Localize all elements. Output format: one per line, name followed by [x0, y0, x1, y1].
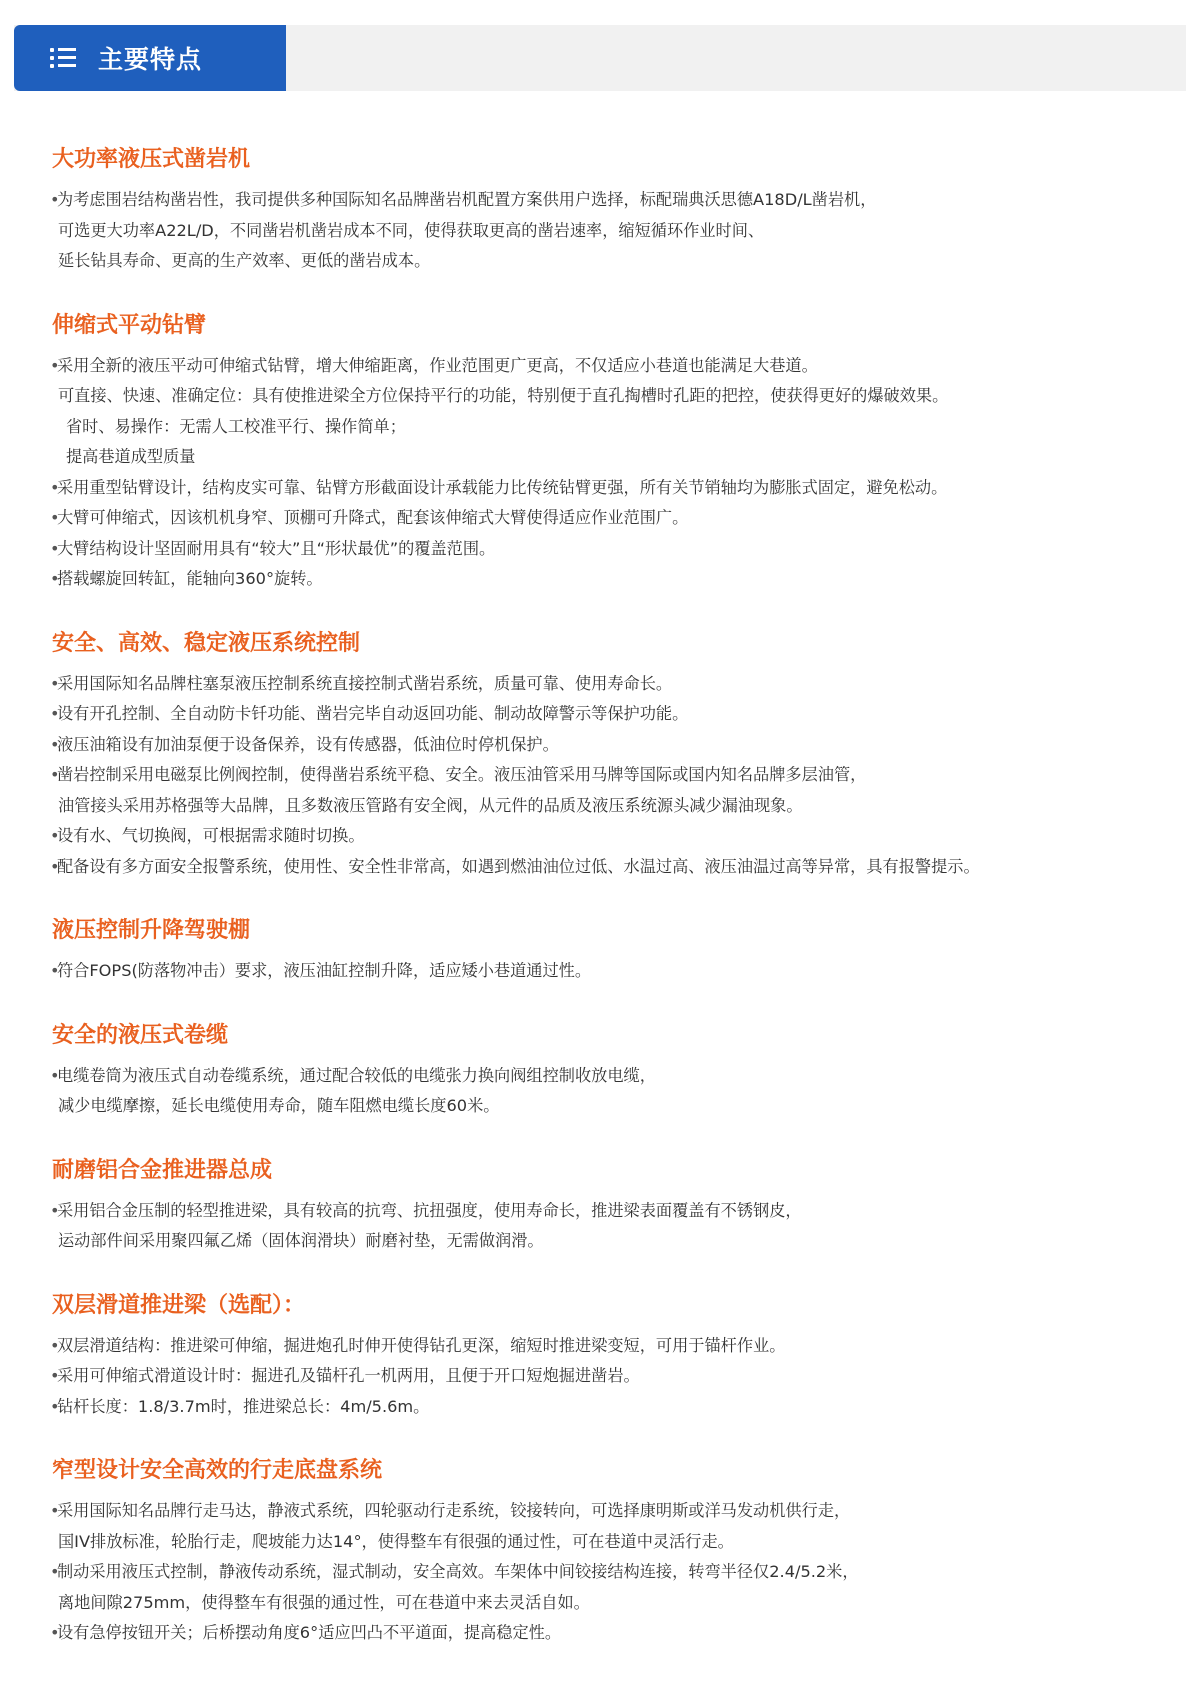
bullet-line: • 为考虑围岩结构凿岩性，我司提供多种国际知名品牌凿岩机配置方案供用户选择，标配瑞典沃思德A18D/L凿岩机， — [52, 185, 1162, 216]
bullet-line: • 大臂可伸缩式，因该机机身窄、顶棚可升降式，配套该伸缩式大臂使得适应作业范围广。 — [52, 503, 1162, 534]
header-title: 主要特点 — [98, 45, 203, 74]
feature-section-feeder — [52, 1151, 1162, 1257]
feature-section-boom — [52, 306, 1162, 595]
section-title: 窄型设计安全高效的行走底盘系统 — [52, 1458, 383, 1483]
feature-section-rock-drill — [52, 140, 1162, 277]
bullet-line: • 凿岩控制采用电磁泵比例阀控制，使得凿岩系统平稳、安全。液压油管采用马牌等国际或国内知名品牌多层油管， — [52, 760, 1162, 791]
section-title: 双层滑道推进梁（选配）： — [52, 1292, 306, 1318]
bullet-line: • 液压油箱设有加油泵便于设备保养，设有传感器，低油位时停机保护。 — [52, 730, 1162, 761]
bullet-line: • 采用全新的液压平动可伸缩式钻臂，增大伸缩距离，作业范围更广更高，不仅适应小巷道也能满足大巷道。 — [52, 351, 1162, 382]
feature-section-cable-reel — [52, 1016, 1162, 1122]
section-header-tab — [14, 25, 286, 91]
list-icon — [50, 47, 76, 69]
bullet-line: • 采用国际知名品牌柱塞泵液压控制系统直接控制式凿岩系统，质量可靠、使用寿命长。 — [52, 669, 1162, 700]
continuation-line: 延长钻具寿命、更高的生产效率、更低的凿岩成本。 — [58, 251, 431, 270]
feature-section-double-slide — [52, 1286, 1162, 1423]
bullet-line: • 搭载螺旋回转缸，能轴向360°旋转。 — [52, 564, 1162, 595]
continuation-line: 提高巷道成型质量 — [66, 447, 196, 466]
feature-section-canopy — [52, 911, 1162, 987]
bullet-line: • 采用重型钻臂设计，结构皮实可靠、钻臂方形截面设计承载能力比传统钻臂更强，所有关节销轴均为膨胀式固定，避免松动。 — [52, 473, 1162, 504]
bullet-line: • 设有水、气切换阀，可根据需求随时切换。 — [52, 821, 1162, 852]
section-title: 伸缩式平动钻臂 — [52, 312, 207, 338]
section-title: 耐磨铝合金推进器总成 — [52, 1157, 273, 1183]
bullet-line: • 符合FOPS(防落物冲击）要求，液压油缸控制升降，适应矮小巷道通过性。 — [52, 956, 1162, 987]
section-title: 安全的液压式卷缆 — [52, 1022, 229, 1048]
section-title: 大功率液压式凿岩机 — [52, 147, 251, 172]
bullet-line: • 采用国际知名品牌行走马达，静液式系统，四轮驱动行走系统，铰接转向，可选择康明斯或洋马发动机供行走， — [52, 1496, 1162, 1527]
features-content — [52, 140, 1162, 1678]
continuation-line: 油管接头采用苏格强等大品牌，且多数液压管路有安全阀，从元件的品质及液压系统源头减少漏油现象。 — [58, 795, 803, 815]
bullet-line: • 配备设有多方面安全报警系统，使用性、安全性非常高，如遇到燃油油位过低、水温过高、液压油温过高等异常，具有报警提示。 — [52, 852, 1162, 883]
continuation-line: 省时、易操作：无需人工校准平行、操作简单； — [66, 416, 406, 436]
continuation-line: 国IV排放标准，轮胎行走，爬坡能力达14°，使得整车有很强的通过性，可在巷道中灵活行走。 — [58, 1531, 734, 1551]
bullet-line: • 设有急停按钮开关；后桥摆动角度6°适应凹凸不平道面，提高稳定性。 — [52, 1618, 1162, 1649]
bullet-line: • 电缆卷筒为液压式自动卷缆系统，通过配合较低的电缆张力换向阀组控制收放电缆， — [52, 1061, 1162, 1092]
continuation-line: 可选更大功率A22L/D，不同凿岩机凿岩成本不同，使得获取更高的凿岩速率，缩短循环作业时间、 — [58, 220, 765, 240]
bullet-line: • 大臂结构设计坚固耐用具有“较大”且“形状最优”的覆盖范围。 — [52, 534, 1162, 565]
continuation-line: 离地间隙275mm，使得整车有很强的通过性，可在巷道中来去灵活自如。 — [58, 1592, 590, 1612]
feature-section-chassis — [52, 1451, 1162, 1649]
bullet-line: • 双层滑道结构：推进梁可伸缩，掘进炮孔时伸开使得钻孔更深，缩短时推进梁变短，可用于锚杆作业。 — [52, 1331, 1162, 1362]
section-title: 液压控制升降驾驶棚 — [52, 918, 251, 943]
bullet-line: • 制动采用液压式控制，静液传动系统，湿式制动，安全高效。车架体中间铰接结构连接，转弯半径仅2.4/5.2米， — [52, 1557, 1162, 1588]
continuation-line: 减少电缆摩擦，延长电缆使用寿命，随车阻燃电缆长度60米。 — [58, 1096, 500, 1115]
continuation-line: 可直接、快速、准确定位：具有使推进梁全方位保持平行的功能，特别便于直孔掏槽时孔距的把控，使获得更好的爆破效果。 — [58, 386, 949, 405]
bullet-line: • 采用铝合金压制的轻型推进梁，具有较高的抗弯、抗扭强度，使用寿命长，推进梁表面覆盖有不锈钢皮， — [52, 1196, 1162, 1227]
bullet-line: • 钻杆长度：1.8/3.7m时，推进梁总长：4m/5.6m。 — [52, 1392, 1162, 1423]
section-title: 安全、高效、稳定液压系统控制 — [52, 630, 361, 656]
bullet-line: • 设有开孔控制、全自动防卡钎功能、凿岩完毕自动返回功能、制动故障警示等保护功能。 — [52, 699, 1162, 730]
bullet-line: • 采用可伸缩式滑道设计时：掘进孔及锚杆孔一机两用，且便于开口短炮掘进凿岩。 — [52, 1361, 1162, 1392]
continuation-line: 运动部件间采用聚四氟乙烯（固体润滑块）耐磨衬垫，无需做润滑。 — [58, 1231, 544, 1250]
feature-section-hydraulic-control — [52, 624, 1162, 883]
